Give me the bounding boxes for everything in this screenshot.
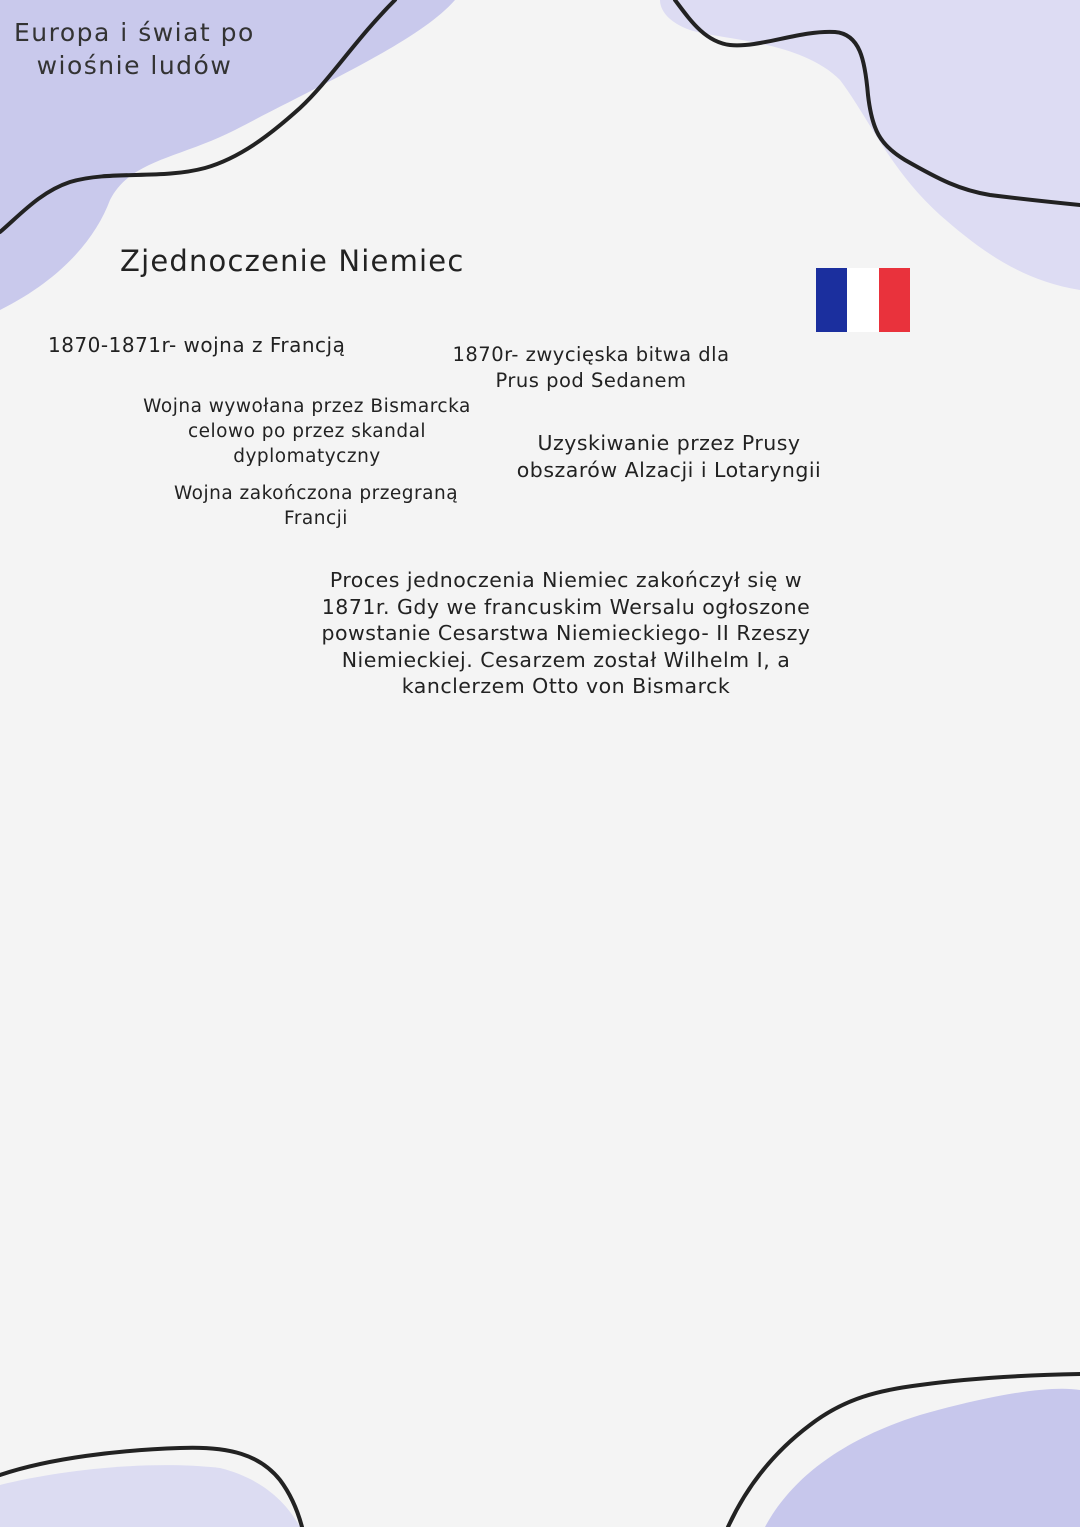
bottom-left-blob <box>0 1465 300 1527</box>
note-alsace-lorraine <box>493 430 845 484</box>
document-title-line-1: Europa i świat po <box>14 18 255 47</box>
document-title-line-2: wiośnie ludów <box>36 51 233 80</box>
note-war-cause <box>122 394 492 469</box>
document-title <box>14 16 255 82</box>
note-war-end <box>157 481 475 531</box>
summary-line-3: powstanie Cesarstwa Niemieckiego- II Rzeszy <box>321 621 811 645</box>
note-war-cause-line-1: Wojna wywołana przez Bismarcka <box>143 396 471 417</box>
france-flag-icon <box>816 268 910 332</box>
summary-line-4: Niemieckiej. Cesarzem został Wilhelm I, a <box>341 647 791 672</box>
summary-line-1: Proces jednoczenia Niemiec zakończył się w <box>329 568 803 592</box>
section-title: Zjednoczenie Niemiec <box>120 244 465 278</box>
note-war-cause-line-3: dyplomatyczny <box>233 446 381 467</box>
note-sedan-line-1: 1870r- zwycięska bitwa dla <box>452 343 730 366</box>
note-sedan-line-2: Prus pod Sedanem <box>495 369 687 392</box>
note-war-dates: 1870-1871r- wojna z Francją <box>48 333 346 357</box>
flag-red-stripe <box>879 268 910 332</box>
note-sedan-battle <box>436 342 746 394</box>
flag-white-stripe <box>847 268 878 332</box>
note-war-end-line-2: Francji <box>284 508 348 529</box>
note-war-end-line-1: Wojna zakończona przegraną <box>173 483 459 504</box>
summary-line-2: 1871r. Gdy we francuskim Wersalu ogłoszone <box>321 594 811 619</box>
note-war-cause-line-2: celowo po przez skandal <box>187 421 427 442</box>
flag-blue-stripe <box>816 268 847 332</box>
summary-line-5: kanclerzem Otto von Bismarck <box>401 674 731 698</box>
bottom-right-blob <box>765 1389 1080 1527</box>
note-alsace-line-2: obszarów Alzacji i Lotaryngii <box>516 458 822 482</box>
note-alsace-line-1: Uzyskiwanie przez Prusy <box>537 431 801 455</box>
summary-paragraph <box>286 567 846 700</box>
